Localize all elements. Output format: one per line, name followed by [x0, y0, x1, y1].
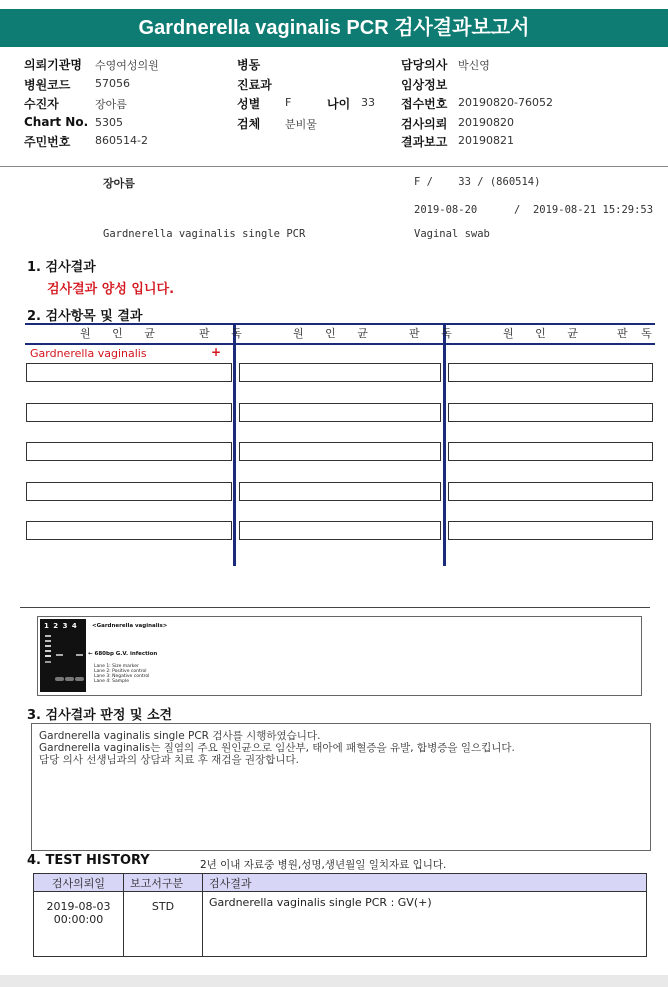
- col-pathogen: 원 인 균: [80, 327, 164, 340]
- history-time: 00:00:00: [53, 913, 104, 926]
- ladder-band: [45, 635, 51, 637]
- page-footer: [0, 975, 668, 987]
- col-judgement: 판 독: [199, 327, 251, 340]
- clinical-info-label: 임상정보: [401, 78, 448, 92]
- empty-result-cell: [26, 363, 232, 382]
- gel-legend-item: Lane 4: Sample: [94, 679, 129, 684]
- hospital-code-value: 57056: [95, 77, 130, 90]
- opinion-line: 담당 의사 선생님과의 상담과 치료 후 재검을 권장합니다.: [39, 754, 299, 766]
- empty-result-cell: [239, 403, 441, 422]
- ladder-band: [45, 645, 51, 647]
- table-row: [34, 892, 647, 957]
- summary-date-reported: / 2019-08-21 15:29:53: [514, 204, 654, 216]
- report-title: Gardnerella vaginalis PCR 검사결과보고서: [0, 9, 668, 47]
- doctor-value: 박신영: [458, 59, 490, 72]
- section-3-title: 3. 검사결과 판정 및 소견: [27, 708, 173, 723]
- empty-result-cell: [26, 521, 232, 540]
- history-col-type: 보고서구분: [124, 874, 203, 892]
- positive-band: [56, 654, 63, 656]
- ladder-band: [45, 640, 51, 642]
- department-label: 진료과: [237, 78, 272, 92]
- history-type: STD: [124, 892, 203, 957]
- primer-dimer: [75, 677, 84, 681]
- empty-result-cell: [448, 521, 653, 540]
- section-2-title: 2. 검사항목 및 결과: [27, 309, 143, 324]
- col-judgement: 판 독: [617, 327, 657, 340]
- empty-result-cell: [239, 363, 441, 382]
- history-col-result: 검사결과: [203, 874, 647, 892]
- gel-legend: [94, 664, 149, 684]
- gel-band-label: ← 680bp G.V. infection: [88, 651, 158, 657]
- history-header-row: [34, 874, 647, 892]
- gel-image-panel: [37, 616, 642, 696]
- empty-result-cell: [448, 442, 653, 461]
- ward-label: 병동: [237, 58, 261, 72]
- report-date-value: 20190821: [458, 134, 514, 147]
- gel-title: <Gardnerella vaginalis>: [92, 623, 168, 629]
- divider: [20, 607, 650, 608]
- empty-result-cell: [26, 482, 232, 501]
- grid-divider: [233, 323, 236, 566]
- sex-value: F: [285, 96, 292, 109]
- report-date-label: 결과보고: [401, 135, 448, 149]
- empty-result-cell: [239, 482, 441, 501]
- section-4-title: 4. TEST HISTORY: [27, 853, 150, 868]
- chart-no-value: 5305: [95, 116, 123, 129]
- summary-test-name: Gardnerella vaginalis single PCR: [103, 228, 306, 240]
- primer-dimer: [65, 677, 74, 681]
- institution-label: 의뢰기관명: [24, 58, 82, 72]
- history-date: 2019-08-03: [46, 900, 111, 913]
- gel-legend-item: Lane 3: Negative control: [94, 674, 150, 679]
- empty-result-cell: [239, 521, 441, 540]
- opinion-box: [31, 723, 651, 851]
- gel-image: [40, 619, 86, 692]
- summary-name: 장아름: [103, 177, 135, 190]
- institution-value: 수영여성의원: [95, 59, 159, 72]
- empty-result-cell: [448, 403, 653, 422]
- patient-value: 장아름: [95, 98, 127, 111]
- request-label: 검사의뢰: [401, 117, 448, 131]
- pathogen-result: +: [211, 345, 222, 359]
- opinion-line: Gardnerella vaginalis는 질염의 주요 원인균으로 임산부, 태아에 패혈증을 유발, 합병증을 일으킵니다.: [39, 742, 515, 754]
- sex-label: 성별: [237, 97, 261, 111]
- specimen-value: 분비물: [285, 118, 317, 131]
- gel-lane-numbers: 1 2 3 4: [44, 622, 77, 630]
- history-result: Gardnerella vaginalis single PCR : GV(+): [203, 892, 647, 957]
- history-col-date: 검사의뢰일: [34, 874, 124, 892]
- empty-result-cell: [239, 442, 441, 461]
- history-date-cell: [34, 892, 124, 957]
- hospital-code-label: 병원코드: [24, 78, 71, 92]
- empty-result-cell: [26, 403, 232, 422]
- id-no-label: 주민번호: [24, 135, 71, 149]
- summary-sex-age: F / 33 / (860514): [414, 176, 541, 188]
- reception-value: 20190820-76052: [458, 96, 553, 109]
- ladder-band: [45, 655, 51, 657]
- specimen-label: 검체: [237, 117, 261, 131]
- request-value: 20190820: [458, 116, 514, 129]
- section-1-title: 1. 검사결과: [27, 260, 96, 275]
- gel-legend-item: Lane 2: Positive control: [94, 669, 147, 674]
- empty-result-cell: [448, 363, 653, 382]
- history-table: [33, 873, 647, 957]
- empty-result-cell: [26, 442, 232, 461]
- age-value: 33: [361, 96, 375, 109]
- opinion-line: Gardnerella vaginalis single PCR 검사를 시행하였습니다.: [39, 730, 321, 742]
- grid-divider: [443, 323, 446, 566]
- empty-result-cell: [448, 482, 653, 501]
- doctor-label: 담당의사: [401, 58, 448, 72]
- summary-specimen: Vaginal swab: [414, 228, 490, 240]
- id-no-value: 860514-2: [95, 134, 148, 147]
- patient-label: 수진자: [24, 97, 59, 111]
- sample-band: [76, 654, 83, 656]
- ladder-band: [45, 661, 51, 663]
- reception-label: 접수번호: [401, 97, 448, 111]
- result-positive: 검사결과 양성 입니다.: [47, 282, 175, 297]
- history-note: 2년 이내 자료중 병원,성명,생년월일 일치자료 입니다.: [200, 859, 447, 871]
- chart-no-label: Chart No.: [24, 115, 89, 129]
- gel-legend-item: Lane 1: Size marker: [94, 664, 139, 669]
- patient-header: [0, 52, 668, 167]
- col-pathogen: 원 인 균: [503, 327, 587, 340]
- pathogen-name: Gardnerella vaginalis: [30, 347, 147, 360]
- age-label: 나이: [327, 97, 351, 111]
- ladder-band: [45, 650, 51, 652]
- col-pathogen: 원 인 균: [293, 327, 377, 340]
- col-judgement: 판 독: [409, 327, 461, 340]
- primer-dimer: [55, 677, 64, 681]
- summary-date-received: 2019-08-20: [414, 204, 478, 216]
